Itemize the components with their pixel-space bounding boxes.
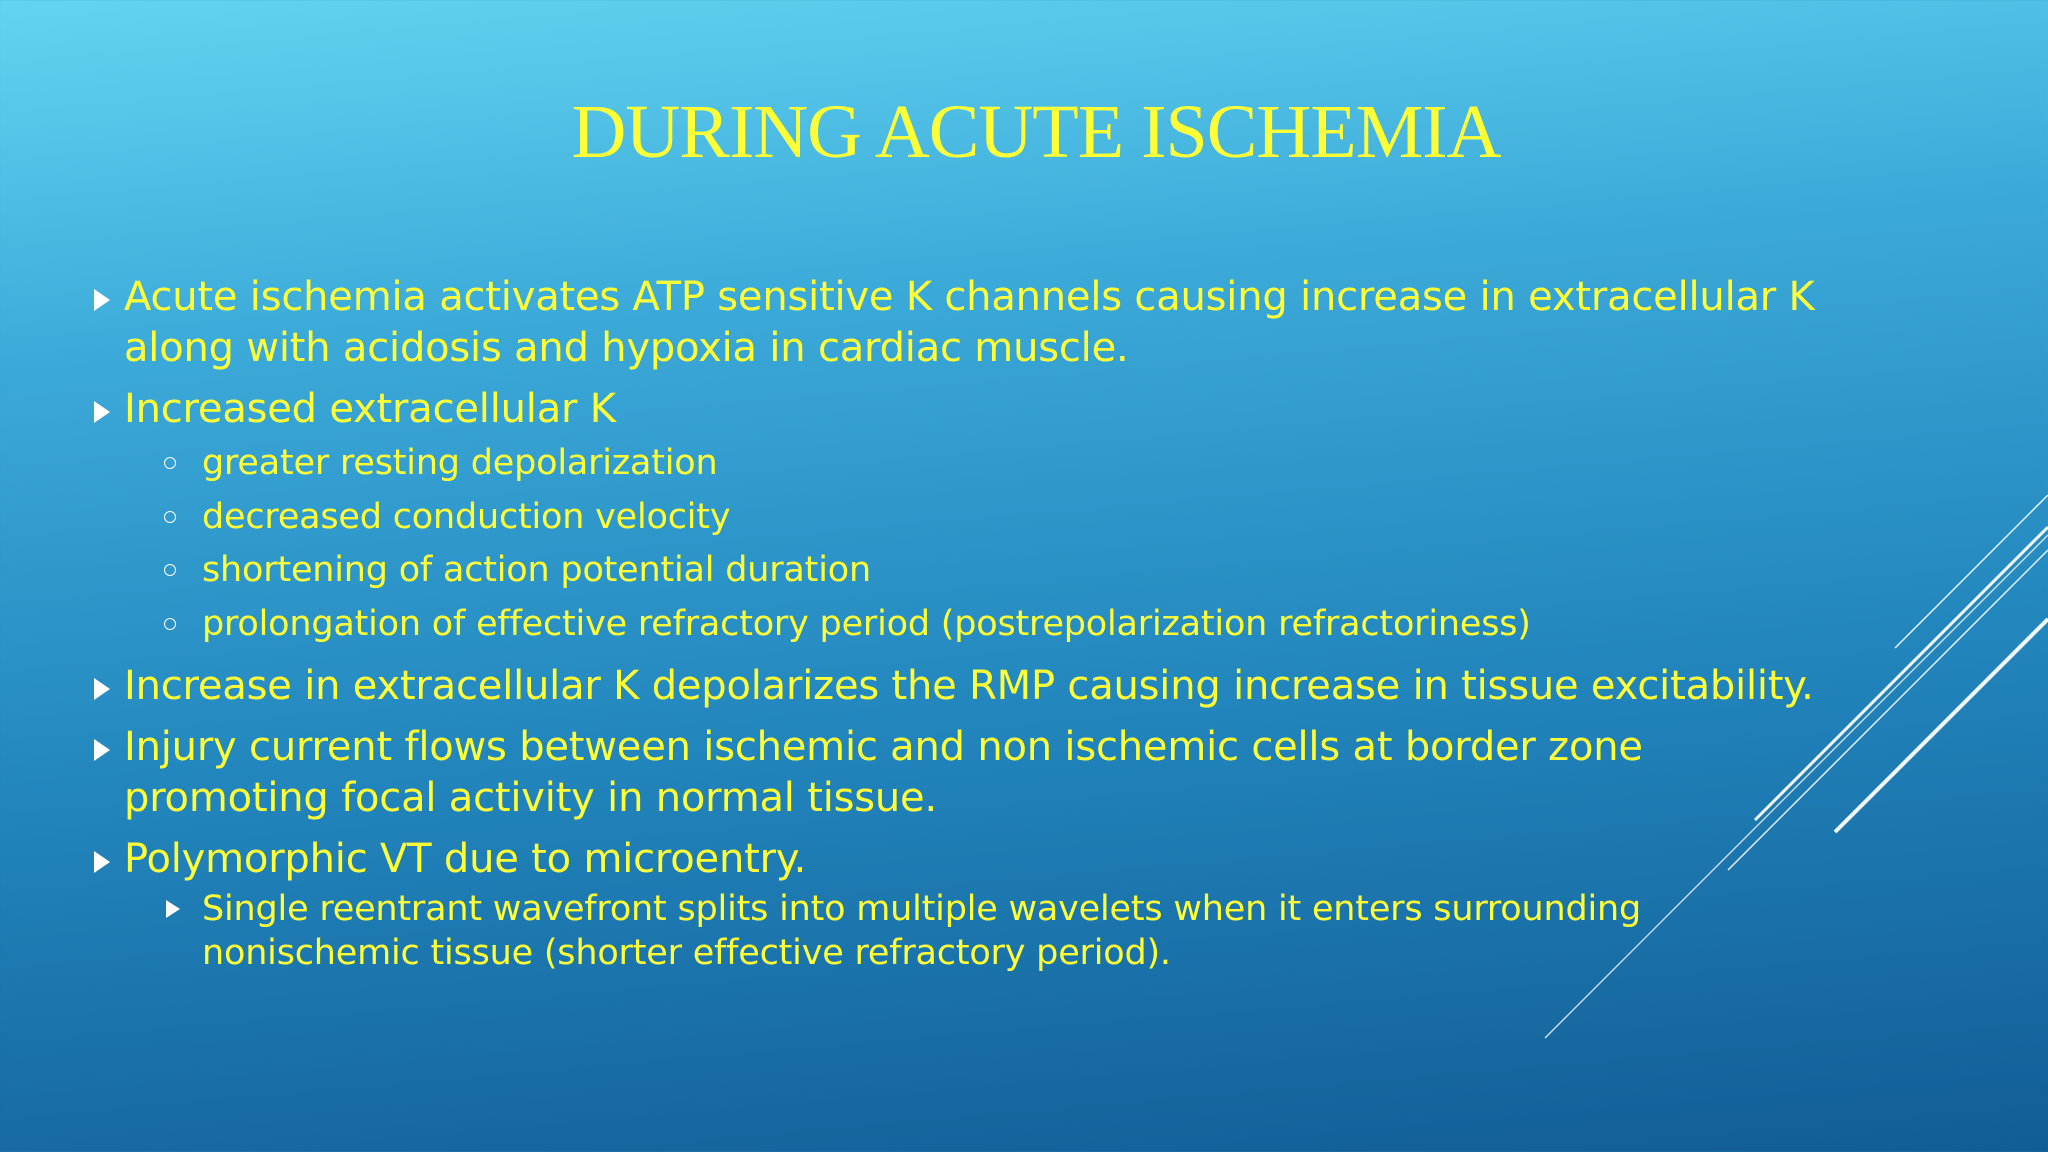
bullet-text: Polymorphic VT due to microentry. [124,836,807,882]
sub-bullet-item [124,887,1850,975]
sub-bullet-item [124,544,1850,598]
sub-bullet-text: shortening of action potential duration [202,550,871,590]
triangle-bullet-icon [94,739,110,761]
bullet-text: Acute ischemia activates ATP sensitive K channels causing increase in extracellular K along with acidosis and hypoxia in cardiac muscle. [124,274,1815,371]
sub-bullet-list [124,437,1850,651]
bullet-item [90,661,1850,712]
bullet-text: Injury current flows between ischemic and non ischemic cells at border zone promoting focal activity in normal tissue. [124,724,1643,821]
sub-bullet-text: prolongation of effective refractory period (postrepolarization refractoriness) [202,603,1531,644]
bullet-item [90,834,1850,975]
bullet-text: Increase in extracellular K depolarizes the RMP causing increase in tissue excitability. [124,663,1814,709]
circle-bullet-icon [164,564,176,576]
sub-bullet-text: decreased conduction velocity [202,496,731,537]
circle-bullet-icon [164,457,176,469]
bullet-item [90,384,1850,651]
sub-bullet-item [124,491,1850,545]
sub-bullet-text: greater resting depolarization [202,443,718,483]
sub-bullet-list [124,887,1850,975]
triangle-bullet-icon [166,900,180,918]
sub-bullet-text: Single reentrant wavefront splits into multiple wavelets when it enters surrounding nonischemic tissue (shorter effective refractory period). [202,889,1642,973]
bullet-item [90,272,1850,374]
slide-title: DURING ACUTE ISCHEMIA [571,90,1501,174]
bullet-list [90,272,1850,985]
triangle-bullet-icon [94,289,110,311]
sub-bullet-item [124,437,1850,491]
triangle-bullet-icon [94,401,110,423]
circle-bullet-icon [164,618,176,630]
triangle-bullet-icon [94,851,110,873]
bullet-item [90,722,1850,824]
circle-bullet-icon [164,511,176,523]
sub-bullet-item [124,598,1850,652]
bullet-text: Increased extracellular K [124,386,616,432]
triangle-bullet-icon [94,678,110,700]
